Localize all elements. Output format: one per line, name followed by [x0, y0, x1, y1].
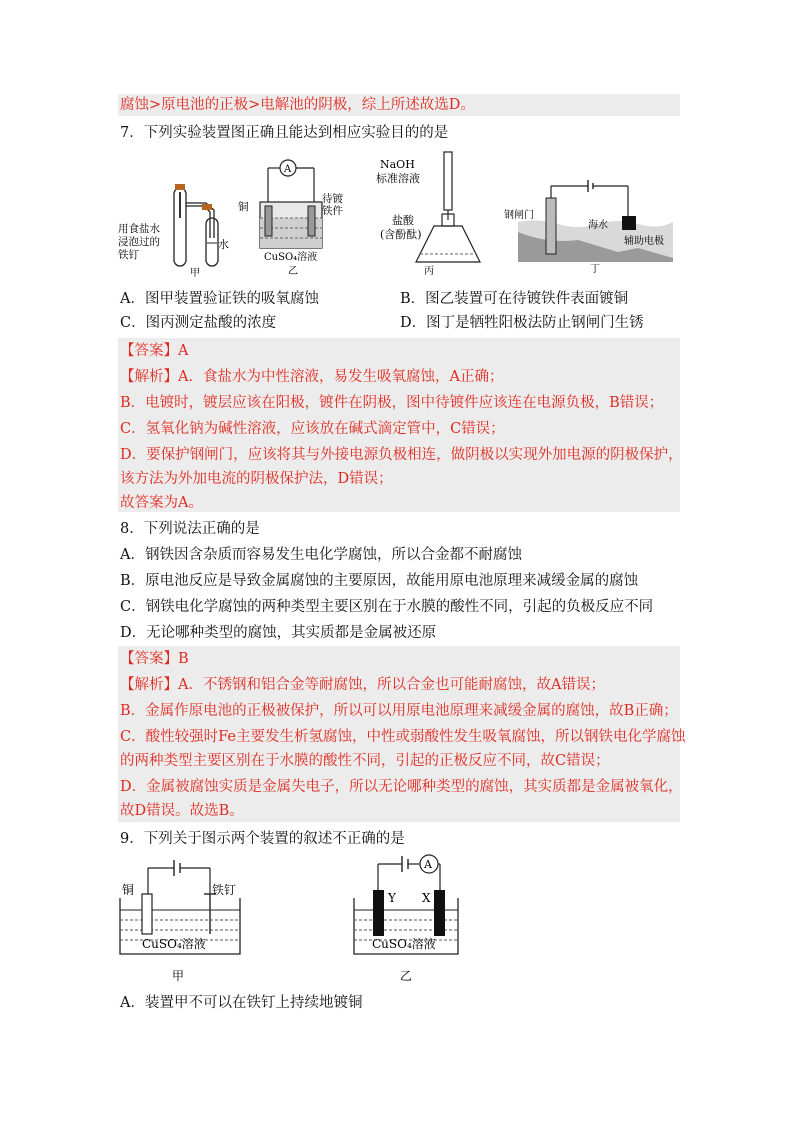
acid-label-1: 盐酸 — [392, 214, 414, 227]
cuso4-solution-label: CuSO₄溶液 — [264, 252, 318, 263]
q7-analysis-line-3: C．氢氧化钠为碱性溶液，应该放在碱式滴定管中，C错误； — [120, 421, 505, 437]
steel-gate-label: 钢闸门 — [504, 210, 534, 221]
copper-electrode-icon — [142, 894, 152, 934]
figure-jia — [118, 184, 229, 279]
question-7-figure — [118, 148, 678, 280]
q8-analysis-line-3: C．酸性较强时Fe主要发生析氢腐蚀，中性或弱酸性发生吸氧腐蚀，所以钢铁电化学腐蚀 — [120, 729, 686, 745]
ammeter-label-q9: A — [424, 858, 432, 871]
q7-option-a: A．图甲装置验证铁的吸氧腐蚀 — [120, 291, 319, 307]
auxiliary-electrode-label: 辅助电极 — [624, 236, 664, 247]
electrode-x-label: X — [422, 891, 431, 905]
auxiliary-electrode-icon — [622, 216, 636, 230]
electrode-x-icon — [434, 890, 445, 936]
figure-q9-yi — [354, 855, 458, 983]
water-label: 水 — [218, 238, 229, 251]
q7-option-b: B．图乙装置可在待镀铁件表面镀铜 — [400, 291, 629, 307]
electrode-y-label: Y — [388, 891, 396, 905]
q7-analysis-line-5: 该方法为外加电流的阴极保护法，D错误； — [120, 471, 393, 487]
caption-bing: 丙 — [424, 266, 434, 277]
q7-analysis-line-4: D．要保护钢闸门，应该将其与外接电源负极相连，做阴极以实现外加电源的阴极保护， — [120, 447, 683, 463]
seawater-label: 海水 — [588, 220, 608, 231]
q8-analysis-line-2: B．金属作原电池的正极被保护，所以可以用原电池原理来减缓金属的腐蚀，故B正确； — [120, 703, 678, 719]
copper-label: 铜 — [122, 883, 135, 897]
q7-answer: 【答案】A — [120, 343, 189, 359]
q8-option-d: D．无论哪种类型的腐蚀，其实质都是金属被还原 — [120, 625, 437, 641]
q8-analysis-line-1: 【解析】A．不锈钢和铝合金等耐腐蚀，所以合金也可能耐腐蚀，故A错误； — [120, 677, 605, 693]
q8-answer: 【答案】B — [120, 651, 189, 667]
caption-q9-jia: 甲 — [172, 969, 185, 983]
flask-icon — [416, 226, 480, 262]
caption-yi: 乙 — [288, 266, 298, 277]
previous-answer-tail: 腐蚀>原电池的正极>电解池的阴极，综上所述故选D。 — [120, 97, 475, 113]
caption-q9-yi: 乙 — [400, 969, 413, 983]
q8-option-c: C．钢铁电化学腐蚀的两种类型主要区别在于水膜的酸性不同，引起的负极反应不同 — [120, 599, 654, 615]
acid-label-2: (含酚酞) — [380, 228, 422, 241]
q7-analysis-line-2: B．电镀时，镀层应该在阳极，镀件在阴极，图中待镀件应该连在电源负极，B错误； — [120, 395, 664, 411]
q7-option-d: D．图丁是牺牲阳极法防止钢闸门生锈 — [400, 315, 644, 331]
q8-analysis-line-6: 故D错误。故选B。 — [120, 803, 244, 819]
caption-ding: 丁 — [590, 264, 600, 275]
question-9-stem: 9．下列关于图示两个装置的叙述不正确的是 — [120, 831, 405, 847]
figure-ding — [504, 180, 673, 275]
jia-label-line-1: 用食盐水 — [118, 223, 160, 235]
naoh-label-2: 标准溶液 — [376, 172, 420, 185]
q8-analysis-line-5: D．金属被腐蚀实质是金属失电子，所以无论哪种类型的腐蚀，其实质都是金属被氧化， — [120, 779, 683, 795]
cuso4-label-jia: CuSO₄溶液 — [142, 937, 206, 951]
electrode-y-icon — [373, 890, 384, 936]
question-8-stem: 8．下列说法正确的是 — [120, 521, 260, 537]
q7-option-c: C．图丙测定盐酸的浓度 — [120, 315, 277, 331]
q9-option-a: A．装置甲不可以在铁钉上持续地镀铜 — [120, 995, 363, 1011]
ammeter-label: A — [284, 164, 292, 175]
plated-part-label-2: 铁件 — [322, 205, 343, 217]
copper-label: 铜 — [238, 201, 249, 213]
figure-q9-jia — [120, 860, 240, 983]
question-7-stem: 7．下列实验装置图正确且能达到相应实验目的的是 — [120, 125, 449, 141]
jia-label-line-3: 铁钉 — [118, 249, 139, 261]
naoh-label-1: NaOH — [380, 158, 415, 171]
cuso4-label-yi: CuSO₄溶液 — [372, 937, 436, 951]
q7-analysis-line-6: 故答案为A。 — [120, 495, 203, 511]
jia-label-line-2: 浸泡过的 — [118, 236, 160, 248]
burette-icon — [444, 152, 452, 210]
q8-option-a: A．钢铁因含杂质而容易发生电化学腐蚀，所以合金都不耐腐蚀 — [120, 547, 522, 563]
question-9-figure — [118, 850, 478, 990]
figure-bing — [376, 152, 480, 277]
steel-gate-icon — [546, 198, 556, 254]
nail-label: 铁钉 — [212, 883, 237, 897]
q8-analysis-line-4: 的两种类型主要区别在于水膜的酸性不同，引起的正极反应不同，故C错误； — [120, 753, 610, 769]
plated-part-label-1: 待镀 — [322, 193, 343, 205]
q7-analysis-line-1: 【解析】A．食盐水为中性溶液，易发生吸氧腐蚀，A正确； — [120, 369, 504, 385]
q8-option-b: B．原电池反应是导致金属腐蚀的主要原因，故能用原电池原理来减缓金属的腐蚀 — [120, 573, 639, 589]
caption-jia: 甲 — [190, 268, 200, 279]
figure-yi — [238, 160, 343, 277]
